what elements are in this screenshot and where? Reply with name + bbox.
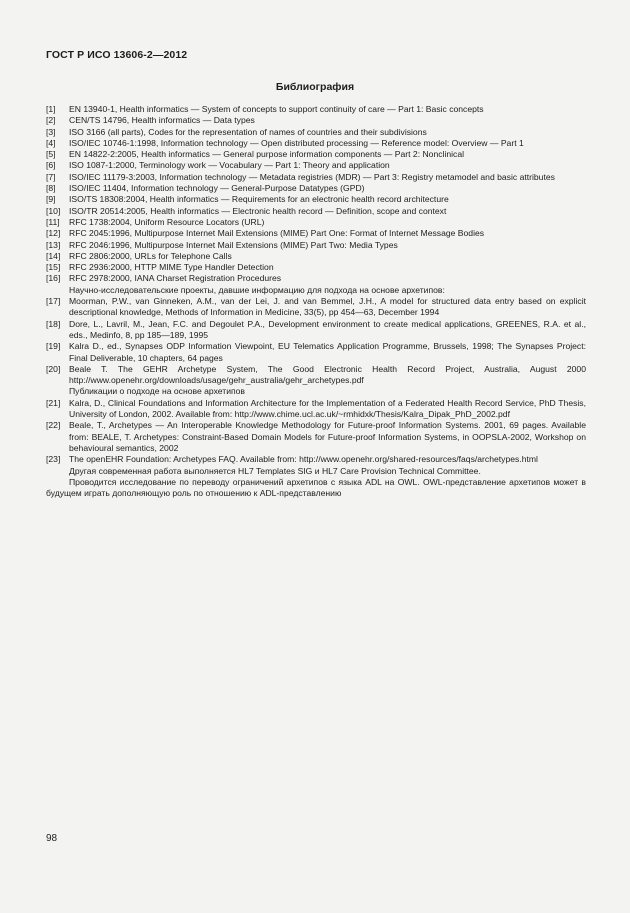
entry-text: Beale T. The GEHR Archetype System, The Good Electronic Health Record Project, Australia, August 2000 http://www.openehr.org/downloads/usage/gehr_australia/gehr_archetypes.pdf bbox=[69, 363, 586, 386]
bibliography-entry bbox=[46, 172, 586, 183]
entry-number: [20] bbox=[46, 363, 61, 374]
bibliography-entry bbox=[46, 364, 586, 387]
bibliography-entry bbox=[46, 194, 586, 205]
entry-text: ISO/IEC 10746-1:1998, Information technology — Open distributed processing — Reference model: Overview — Part 1 bbox=[69, 137, 524, 148]
entry-number: [8] bbox=[46, 183, 56, 194]
section-note: Публикации о подходе на основе архетипов bbox=[69, 386, 245, 397]
bibliography-entry bbox=[46, 319, 586, 342]
bibliography-entry bbox=[46, 454, 586, 465]
entry-text: RFC 2806:2000, URLs for Telephone Calls bbox=[69, 250, 232, 261]
entry-number: [3] bbox=[46, 126, 56, 137]
entry-text: RFC 2978:2000, IANA Charset Registration Procedures bbox=[69, 273, 282, 284]
bibliography-entry bbox=[46, 149, 586, 160]
standard-code-header: ГОСТ Р ИСО 13606-2—2012 bbox=[46, 49, 188, 61]
entry-number: [19] bbox=[46, 341, 61, 352]
entry-number: [17] bbox=[46, 296, 61, 307]
section-note: Другая современная работа выполняется HL7 Templates SIG и HL7 Care Provision Technical Committee. bbox=[69, 465, 481, 476]
bibliography-entry bbox=[46, 127, 586, 138]
bibliography-entry bbox=[46, 206, 586, 217]
entry-text: ISO/IEC 11179-3:2003, Information technology — Metadata registries (MDR) — Part 3: Registry metamodel and basic attributes bbox=[69, 171, 555, 182]
bibliography-entry bbox=[46, 341, 586, 364]
entry-number: [2] bbox=[46, 115, 56, 126]
bibliography-entry bbox=[46, 183, 586, 194]
bibliography-list bbox=[46, 104, 586, 499]
entry-number: [11] bbox=[46, 216, 60, 227]
entry-text: ISO/IEC 11404, Information technology — General-Purpose Datatypes (GPD) bbox=[69, 183, 365, 194]
bibliography-entry bbox=[46, 240, 586, 251]
entry-text: ISO/TR 20514:2005, Health informatics — Electronic health record — Definition, scope and context bbox=[69, 205, 447, 216]
entry-number: [15] bbox=[46, 262, 61, 273]
entry-text: Beale, T., Archetypes — An Interoperable Knowledge Methodology for Future-proof Information Systems. 2001, 69 pages. Available from: BEALE, T. Archetypes: Constraint-Based Domain Models for Future-proof Information Systems, in OOPSLA-2002, Workshop on behavioural semantics, 2002 bbox=[69, 420, 586, 453]
entry-number: [16] bbox=[46, 273, 61, 284]
closing-paragraph: Проводится исследование по переводу ограничений архетипов с языка ADL на OWL. OWL-представление архетипов может в будущем играть дополняющую роль по отношению к ADL-представлению bbox=[46, 476, 586, 499]
entry-number: [9] bbox=[46, 194, 56, 205]
entry-text: ISO 1087-1:2000, Terminology work — Vocabulary — Part 1: Theory and application bbox=[69, 160, 390, 171]
bibliography-entry bbox=[46, 160, 586, 171]
entry-number: [21] bbox=[46, 397, 61, 408]
entry-text: RFC 1738:2004, Uniform Resource Locators (URL) bbox=[69, 216, 265, 227]
entry-text: RFC 2936:2000, HTTP MIME Type Handler Detection bbox=[69, 262, 274, 273]
entry-number: [13] bbox=[46, 239, 61, 250]
entry-text: EN 14822-2:2005, Health informatics — General purpose information components — Part 2: Nonclinical bbox=[69, 149, 465, 160]
entry-text: EN 13940-1, Health informatics — System of concepts to support continuity of care — Part 1: Basic concepts bbox=[69, 104, 484, 114]
bibliography-entry bbox=[46, 115, 586, 126]
entry-number: [5] bbox=[46, 149, 56, 160]
bibliography-entry bbox=[46, 138, 586, 149]
bibliography-entry bbox=[46, 228, 586, 239]
entry-number: [12] bbox=[46, 228, 61, 239]
entry-number: [4] bbox=[46, 137, 56, 148]
entry-text: Dore, L., Lavril, M., Jean, F.C. and Degoulet P.A., Development environment to create medical applications, GREENES, R.A. et al., eds., Medinfo, 8, pp 185—189, 1995 bbox=[69, 318, 586, 340]
entry-number: [18] bbox=[46, 318, 61, 329]
entry-number: [14] bbox=[46, 250, 61, 261]
entry-text: Moorman, P.W., van Ginneken, A.M., van der Lei, J. and van Bemmel, J.H., A model for structured data entry based on explicit descriptional knowledge, Methods of Information in Medicine, 33(5), pp 454—63, December 1994 bbox=[69, 296, 586, 318]
entry-text: The openEHR Foundation: Archetypes FAQ. Available from: http://www.openehr.org/shared-resources/faqs/archetypes.html bbox=[69, 454, 538, 465]
entry-text: RFC 2045:1996, Multipurpose Internet Mail Extensions (MIME) Part One: Format of Internet Message Bodies bbox=[69, 228, 485, 239]
bibliography-entry bbox=[46, 398, 586, 421]
entry-number: [23] bbox=[46, 454, 61, 465]
bibliography-entry bbox=[46, 217, 586, 228]
entry-number: [6] bbox=[46, 160, 56, 171]
bibliography-entry bbox=[46, 104, 586, 115]
page-title: Библиография bbox=[275, 81, 355, 93]
entry-text: RFC 2046:1996, Multipurpose Internet Mail Extensions (MIME) Part Two: Media Types bbox=[69, 239, 398, 250]
bibliography-entry bbox=[46, 262, 586, 273]
entry-number: [7] bbox=[46, 171, 56, 182]
section-note: Научно-исследовательские проекты, давшие информацию для подхода на основе архетипов: bbox=[69, 284, 445, 295]
entry-number: [22] bbox=[46, 420, 61, 431]
bibliography-entry bbox=[46, 251, 586, 262]
entry-text: Kalra D., ed., Synapses ODP Information Viewpoint, EU Telematics Application Programme, Brussels, 1998; The Synapses Project: Final Deliverable, 10 chapters, 64 pages bbox=[69, 341, 586, 363]
entry-text: ISO 3166 (all parts), Codes for the representation of names of countries and their subdivisions bbox=[69, 126, 427, 137]
bibliography-entry bbox=[46, 296, 586, 319]
entry-text: CEN/TS 14796, Health informatics — Data types bbox=[69, 115, 255, 126]
bibliography-entry bbox=[46, 273, 586, 284]
entry-number: [1] bbox=[46, 104, 56, 114]
page-number: 98 bbox=[46, 833, 58, 844]
entry-text: ISO/TS 18308:2004, Health informatics — Requirements for an electronic health record architecture bbox=[69, 194, 449, 205]
entry-text: Kalra, D., Clinical Foundations and Information Architecture for the Implementation of a Federated Health Record Service, PhD Thesis, University of London, 2002. Available from: http://www.chime.ucl.ac.uk/~rmhidxk/Thesis/Kalra_Dipak_PhD_2002.pdf bbox=[69, 397, 586, 420]
entry-number: [10] bbox=[46, 205, 61, 216]
bibliography-entry bbox=[46, 420, 586, 454]
